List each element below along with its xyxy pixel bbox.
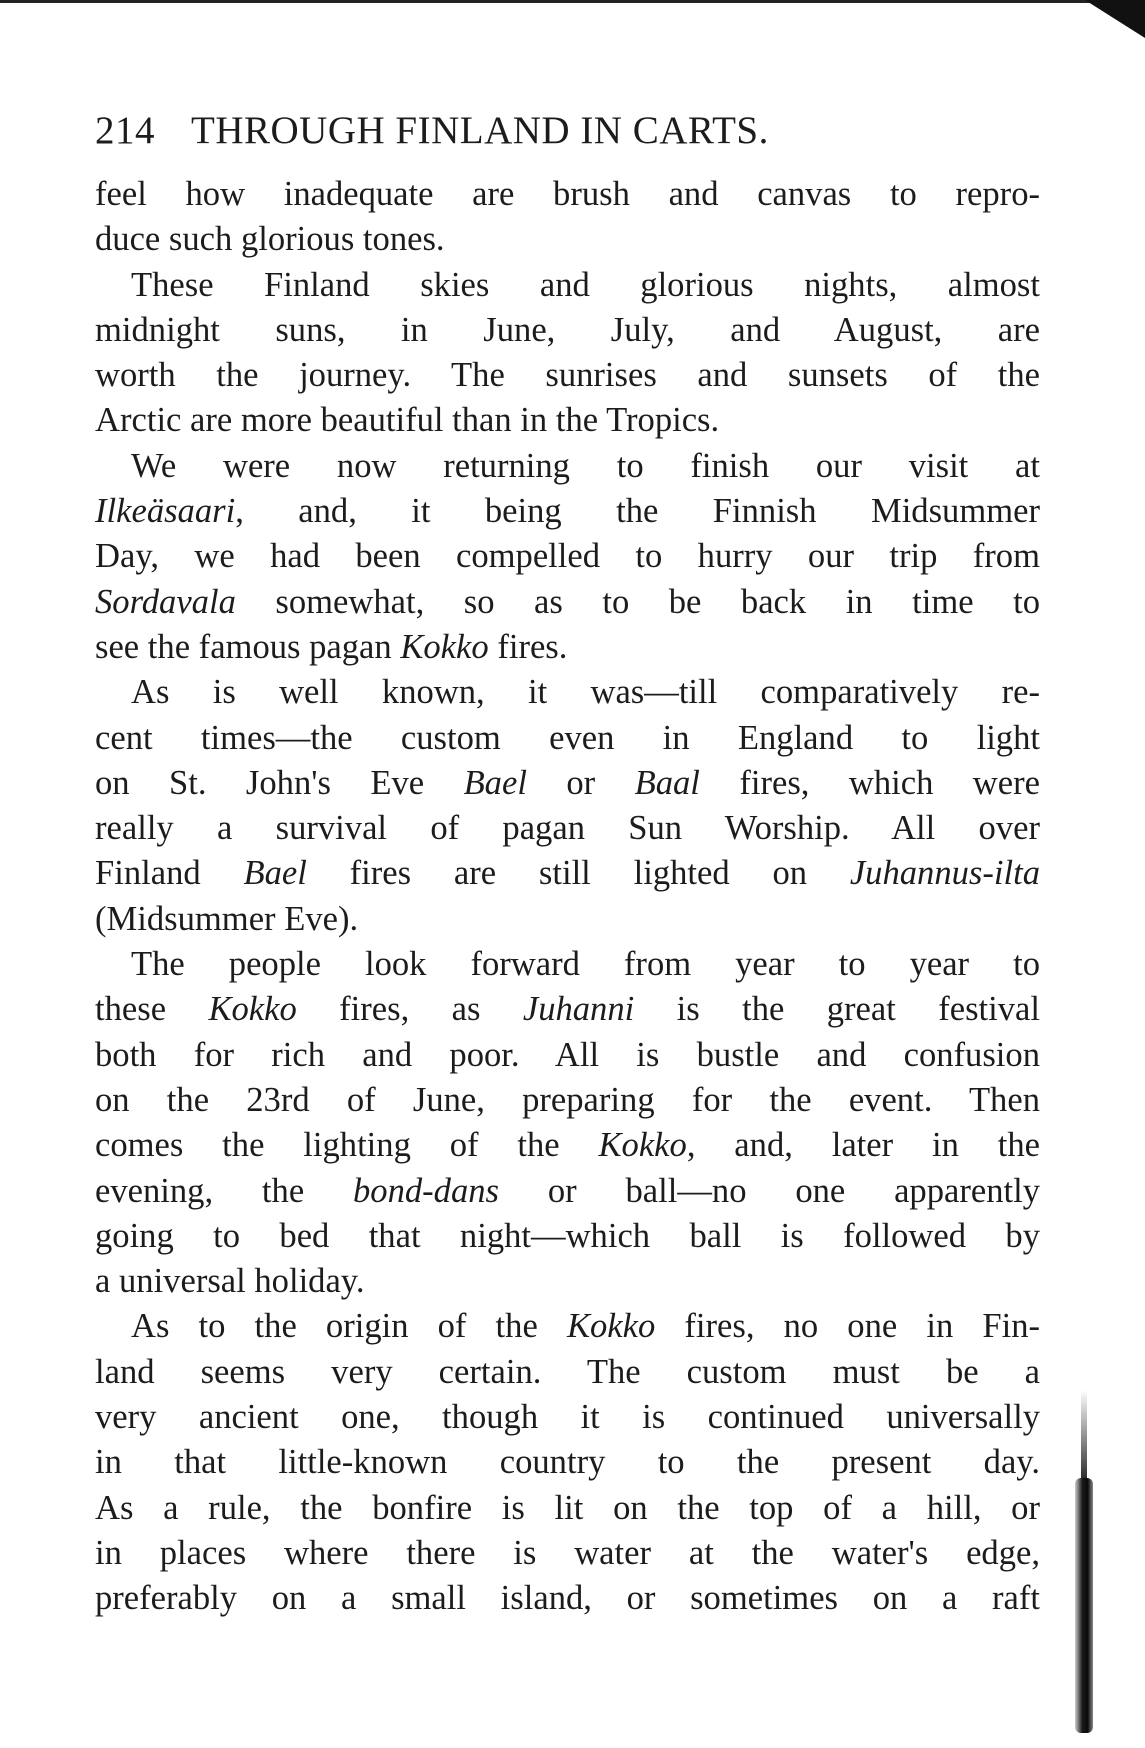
text-line: [95, 1169, 1040, 1214]
text-line: [95, 172, 1040, 217]
text-run: fires, as: [296, 990, 523, 1029]
text-run: in that little-known country to the present day.: [95, 1443, 1040, 1482]
italic-text: Bael: [243, 854, 307, 893]
text-run: The people look forward from year to year to: [131, 945, 1040, 984]
text-run: on St. John's Eve: [95, 763, 464, 802]
text-run: midnight suns, in June, July, and August, are: [95, 310, 1040, 349]
text-run: fires.: [488, 627, 568, 666]
text-line: [95, 1576, 1040, 1621]
text-line: [95, 1259, 1040, 1304]
text-run: (Midsummer Eve).: [95, 899, 359, 938]
text-run: duce such glorious tones.: [95, 220, 445, 259]
binding-shadow: [1075, 1478, 1093, 1733]
text-run: see the famous pagan: [95, 627, 401, 666]
text-run: going to bed that night—which ball is followed by: [95, 1216, 1040, 1255]
text-line: [95, 851, 1040, 896]
italic-text: Sordavala: [95, 582, 236, 621]
text-run: As a rule, the bonfire is lit on the top of a hill, or: [95, 1488, 1040, 1527]
text-line: [95, 263, 1040, 308]
text-run: These Finland skies and glorious nights, almost: [131, 265, 1040, 304]
body-text: [95, 172, 1040, 1622]
text-run: feel how inadequate are brush and canvas to repro-: [95, 175, 1040, 213]
italic-text: bond-dans: [353, 1171, 500, 1210]
text-line: [95, 987, 1040, 1032]
text-line: [95, 1486, 1040, 1531]
text-run: or ball—no one apparently: [499, 1171, 1040, 1210]
text-run: fires are still lighted on: [306, 854, 850, 893]
text-line: [95, 1531, 1040, 1576]
text-line: [95, 217, 1040, 262]
text-line: [95, 489, 1040, 534]
text-run: is the great festival: [634, 990, 1040, 1029]
page-number: 214: [95, 109, 155, 152]
text-run: , and, it being the Finnish Midsummer: [235, 492, 1040, 531]
text-line: [95, 1033, 1040, 1078]
italic-text: Juhannus-ilta: [849, 854, 1040, 893]
text-line: [95, 1123, 1040, 1168]
text-line: [95, 1395, 1040, 1440]
text-run: As is well known, it was—till comparatively re-: [131, 673, 1040, 712]
italic-text: Juhanni: [522, 990, 635, 1029]
italic-text: Baal: [634, 763, 700, 802]
text-run: on the 23rd of June, preparing for the event. Then: [95, 1080, 1040, 1119]
running-head: [95, 108, 1055, 153]
text-run: these: [95, 990, 209, 1029]
text-run: Arctic are more beautiful than in the Tropics.: [95, 401, 720, 440]
text-run: a universal holiday.: [95, 1262, 365, 1301]
text-run: , and, later in the: [686, 1126, 1040, 1165]
text-run: fires, no one in Fin-: [655, 1307, 1041, 1346]
text-line: [95, 625, 1040, 670]
text-run: Day, we had been compelled to hurry our trip from: [95, 537, 1040, 576]
text-run: really a survival of pagan Sun Worship. All over: [95, 809, 1040, 848]
running-title: THROUGH FINLAND IN CARTS.: [191, 109, 769, 152]
text-run: comes the lighting of the: [95, 1126, 599, 1165]
text-line: [95, 398, 1040, 443]
text-run: fires, which were: [699, 763, 1040, 802]
text-line: [95, 806, 1040, 851]
text-run: evening, the: [95, 1171, 354, 1210]
italic-text: Ilkeäsaari: [95, 492, 236, 531]
text-run: worth the journey. The sunrises and sunsets of the: [95, 356, 1040, 395]
text-line: [95, 1214, 1040, 1259]
text-run: in places where there is water at the water's edge,: [95, 1533, 1040, 1572]
text-run: Finland: [95, 854, 244, 893]
page-top-edge: [0, 0, 1145, 3]
text-run: land seems very certain. The custom must be a: [95, 1352, 1040, 1391]
italic-text: Kokko: [566, 1307, 656, 1346]
text-line: [95, 670, 1040, 715]
text-run: cent times—the custom even in England to light: [95, 718, 1040, 757]
italic-text: Kokko: [400, 627, 489, 666]
text-line: [95, 308, 1040, 353]
text-line: [95, 1304, 1040, 1349]
text-line: [95, 1078, 1040, 1123]
text-line: [95, 1440, 1040, 1485]
text-run: preferably on a small island, or sometimes on a raft: [95, 1579, 1040, 1618]
text-line: [95, 580, 1040, 625]
text-run: As to the origin of the: [131, 1307, 567, 1346]
text-line: [95, 444, 1040, 489]
text-run: very ancient one, though it is continued universally: [95, 1398, 1040, 1437]
page-corner-fold: [1085, 0, 1145, 38]
text-run: We were now returning to finish our visit at: [131, 446, 1040, 485]
text-line: [95, 761, 1040, 806]
text-line: [95, 353, 1040, 398]
text-run: somewhat, so as to be back in time to: [235, 582, 1040, 621]
text-line: [95, 1350, 1040, 1395]
italic-text: Kokko: [208, 990, 297, 1029]
text-run: or: [526, 763, 635, 802]
italic-text: Kokko: [598, 1126, 687, 1165]
text-line: [95, 897, 1040, 942]
text-line: [95, 534, 1040, 579]
italic-text: Bael: [463, 763, 527, 802]
text-line: [95, 716, 1040, 761]
binding-shadow-top: [1081, 1390, 1087, 1480]
text-line: [95, 942, 1040, 987]
text-run: both for rich and poor. All is bustle and confusion: [95, 1035, 1040, 1074]
